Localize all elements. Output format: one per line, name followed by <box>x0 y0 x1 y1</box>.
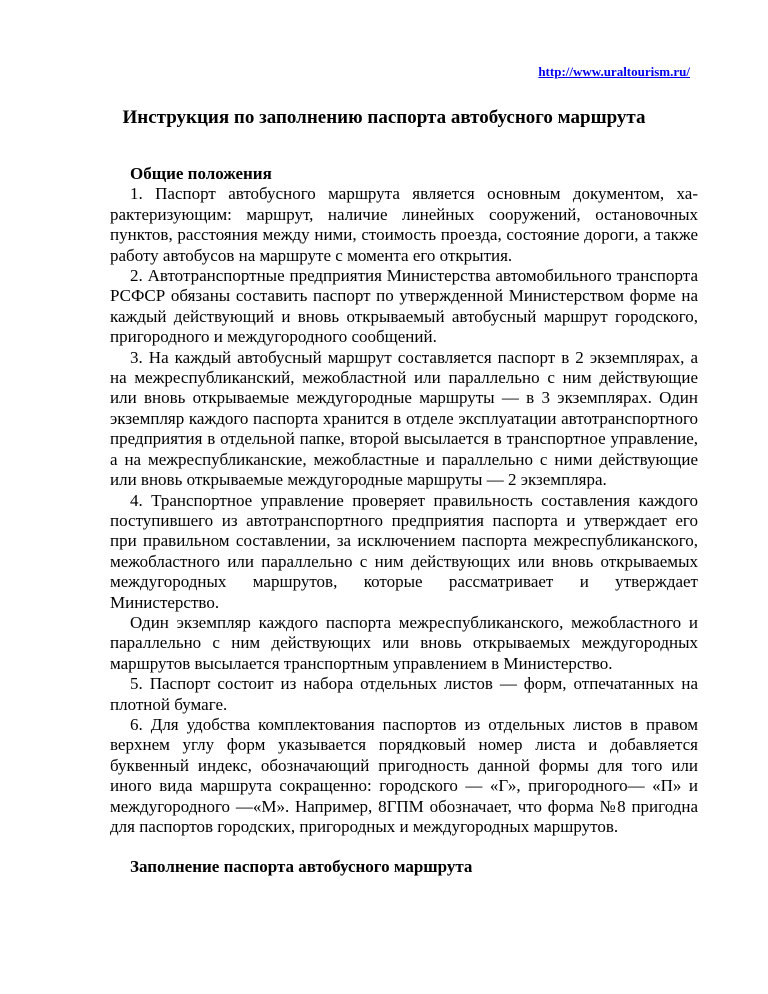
paragraph-4-continued: Один экземпляр каждого паспорта межреспубликанского, межобластного и параллельно с ним действующих или вновь открываемых междугородных маршрутов высылается транспортным управлением в Министерство. <box>110 612 698 673</box>
document-body <box>110 164 698 878</box>
paragraph-1: 1. Паспорт автобусного маршрута является основным документом, характеризующим: маршрут, наличие линейных сооружений, остановочных пунктов, расстояния между ними, стоимость проезда, состояние дороги, а также работу автобусов на маршруте с момента его открытия. <box>110 184 698 265</box>
paragraph-2: 2. Автотранспортные предприятия Министерства автомобильного транспорта РСФСР обязаны составить паспорт по утвержденной Министерством форме на каждый действующий и вновь открываемый автобусный маршрут городского, пригородного и междугородного сообщений. <box>110 266 698 347</box>
document-title: Инструкция по заполнению паспорта автобусного маршрута <box>122 107 646 128</box>
site-url-link[interactable]: http://www.uraltourism.ru/ <box>538 64 690 79</box>
section-heading-general: Общие положения <box>130 164 272 183</box>
paragraph-4: 4. Транспортное управление проверяет правильность составления каждого поступившего из автотранспортного предприятия паспорта и утверждает его при правильном составлении, за исключением паспорта межреспубликанского, межобластного или параллельно с ним действующих или вновь открываемых междугородных маршрутов, которые рассматривает и утверждает Министерство. <box>110 490 698 612</box>
paragraph-6: 6. Для удобства комплектования паспортов из отдельных листов в правом верхнем углу форм указывается порядковый номер листа и добавляется буквенный индекс, обозначающий пригодность данной формы для того или иного вида маршрута сокращенно: городского — «Г», пригородного— «П» и междугородного —«М». Например, 8ГПМ обозначает, что форма №8 пригодна для паспортов городских, пригородных и междугородных маршрутов. <box>110 714 698 836</box>
paragraph-3: 3. На каждый автобусный маршрут составляется паспорт в 2 экземплярах, а на межреспубликанский, межобластной или параллельно с ним действующие или вновь открываемые междугородные маршруты — в 3 экземплярах. Один экземпляр каждого паспорта хранится в отделе эксплуатации автотранспортного предприятия в отдельной папке, второй высылается в транспортное управление, а на межреспубликанские, межобластные и параллельно с ними действующие или вновь открываемые междугородные маршруты — 2 экземпляра. <box>110 347 698 490</box>
section-heading-filling: Заполнение паспорта автобусного маршрута <box>130 857 473 877</box>
paragraph-5: 5. Паспорт состоит из набора отдельных листов — форм, отпечатанных на плотной бумаге. <box>110 674 698 714</box>
